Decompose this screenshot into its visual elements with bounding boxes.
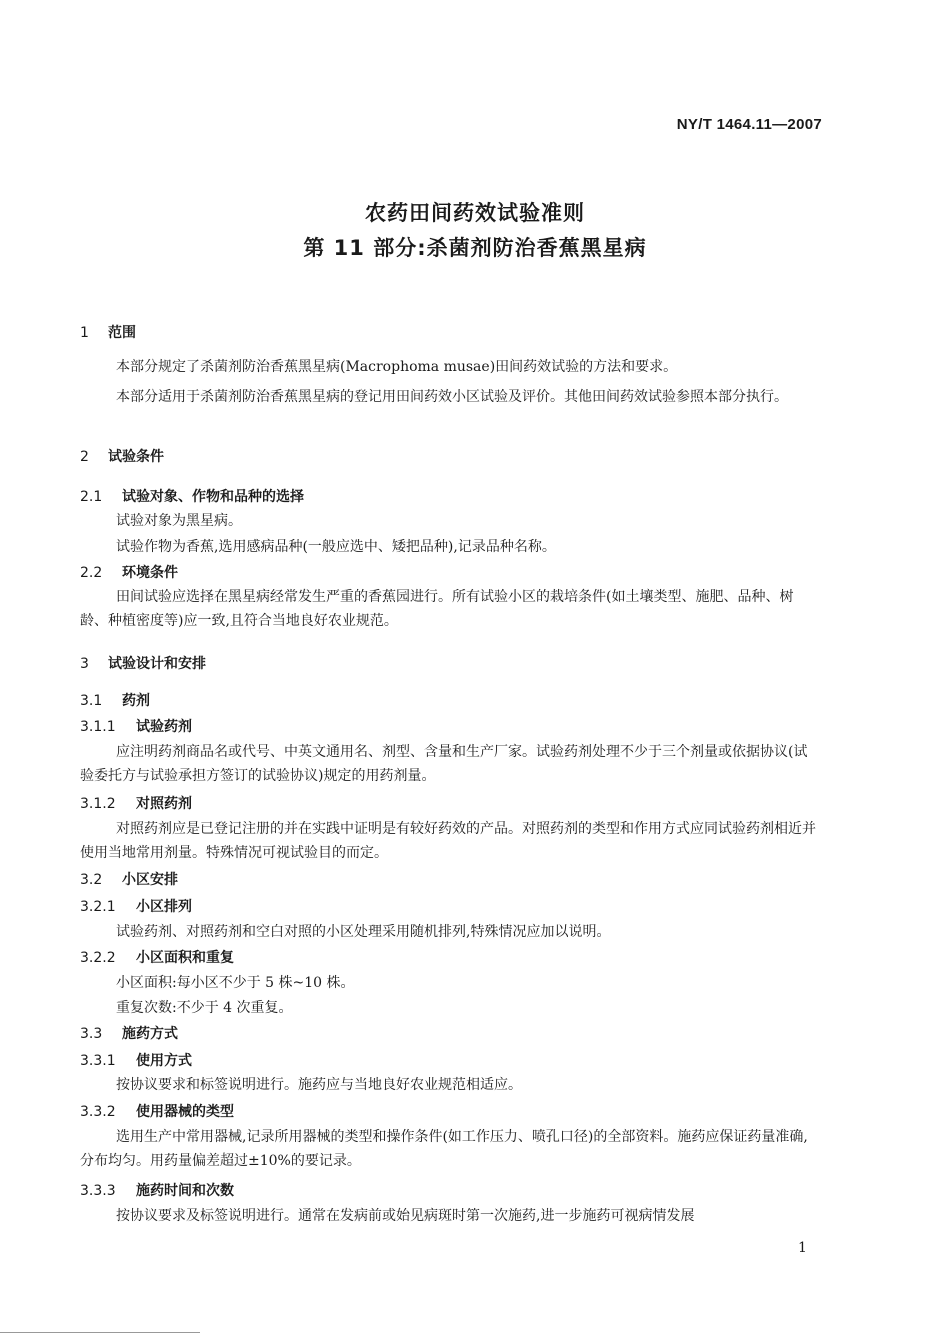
paragraph-text: 按协议要求及标签说明进行。通常在发病前或始见病斑时第一次施药,进一步施药可视病情发展 [116,1208,695,1224]
paragraph [80,385,820,409]
section-2-2-heading [80,562,178,582]
paragraph [80,355,820,379]
section-title: 试验对象、作物和品种的选择 [122,489,304,505]
paragraph [80,535,820,559]
paragraph [80,740,820,788]
section-title: 小区排列 [136,899,192,915]
paragraph [80,817,820,865]
section-title: 小区面积和重复 [136,950,234,966]
document-title: 农药田间药效试验准则 [365,201,585,225]
section-number: 3.2.1 [80,899,116,915]
paragraph-text: 试验药剂、对照药剂和空白对照的小区处理采用随机排列,特殊情况应加以说明。 [116,924,611,940]
section-1-heading [80,322,136,342]
paragraph [80,509,820,533]
paragraph [80,1073,820,1097]
paragraph-text: 选用生产中常用器械,记录所用器械的类型和操作条件(如工作压力、喷孔口径)的全部资料。施药应保证药量准确,分布均匀。用药量偏差超过±10%的要记录。 [80,1129,808,1169]
paragraph-text: 对照药剂应是已登记注册的并在实践中证明是有较好药效的产品。对照药剂的类型和作用方式应同试验药剂相近并使用当地常用剂量。特殊情况可视试验目的而定。 [80,821,816,861]
section-2-heading [80,446,164,466]
section-number: 3.3.1 [80,1053,116,1069]
section-3-2-heading [80,869,178,889]
section-title: 范围 [108,325,136,341]
section-3-3-2-heading [80,1101,234,1121]
section-number: 3.1.1 [80,719,116,735]
section-number: 3.1 [80,693,103,709]
section-3-2-2-heading [80,947,234,967]
paragraph [80,1125,820,1173]
paragraph [80,1204,820,1228]
standard-code: NY/T 1464.11—2007 [676,116,822,133]
paragraph-text: 试验作物为香蕉,选用感病品种(一般应选中、矮把品种),记录品种名称。 [116,539,556,555]
section-number: 3.3.3 [80,1183,116,1199]
section-number: 3.1.2 [80,796,116,812]
paragraph-text: 试验对象为黑星病。 [116,513,242,529]
paragraph [80,996,820,1020]
paragraph-text: 小区面积:每小区不少于 5 株~10 株。 [116,975,355,991]
section-title: 使用器械的类型 [136,1104,234,1120]
section-title: 小区安排 [122,872,178,888]
section-3-1-1-heading [80,716,192,736]
section-title: 施药方式 [122,1026,178,1042]
section-title: 药剂 [122,693,150,709]
section-3-1-heading [80,690,150,710]
section-title: 试验条件 [108,449,164,465]
section-3-3-3-heading [80,1180,234,1200]
paragraph-text: 应注明药剂商品名或代号、中英文通用名、剂型、含量和生产厂家。试验药剂处理不少于三个剂量或依据协议(试验委托方与试验承担方签订的试验协议)规定的用药剂量。 [80,744,808,784]
paragraph [80,585,820,633]
section-title: 使用方式 [136,1053,192,1069]
section-number: 2.1 [80,489,103,505]
section-number: 3.2 [80,872,103,888]
paragraph-text: 田间试验应选择在黑星病经常发生严重的香蕉园进行。所有试验小区的栽培条件(如土壤类型、施肥、品种、树龄、种植密度等)应一致,且符合当地良好农业规范。 [80,589,794,629]
section-2-1-heading [80,486,304,506]
section-3-2-1-heading [80,896,192,916]
section-3-heading [80,653,206,673]
section-3-3-1-heading [80,1050,192,1070]
section-title: 环境条件 [122,565,178,581]
section-3-1-2-heading [80,793,192,813]
section-3-3-heading [80,1023,178,1043]
document-subtitle: 第 11 部分:杀菌剂防治香蕉黑星病 [303,236,647,260]
section-title: 对照药剂 [136,796,192,812]
section-number: 3 [80,656,89,672]
page-number: 1 [798,1240,807,1256]
section-title: 施药时间和次数 [136,1183,234,1199]
section-number: 3.3 [80,1026,103,1042]
section-number: 2.2 [80,565,103,581]
paragraph-text: 按协议要求和标签说明进行。施药应与当地良好农业规范相适应。 [116,1077,522,1093]
section-title: 试验设计和安排 [108,656,206,672]
section-title: 试验药剂 [136,719,192,735]
paragraph-text: 重复次数:不少于 4 次重复。 [116,1000,293,1016]
paragraph [80,971,820,995]
section-number: 2 [80,449,89,465]
bottom-rule [0,1332,200,1333]
section-number: 1 [80,325,89,341]
section-number: 3.2.2 [80,950,116,966]
paragraph [80,920,820,944]
section-number: 3.3.2 [80,1104,116,1120]
paragraph-text: 本部分规定了杀菌剂防治香蕉黑星病(Macrophoma musae)田间药效试验的方法和要求。 [116,359,678,375]
paragraph-text: 本部分适用于杀菌剂防治香蕉黑星病的登记用田间药效小区试验及评价。其他田间药效试验参照本部分执行。 [116,389,788,405]
